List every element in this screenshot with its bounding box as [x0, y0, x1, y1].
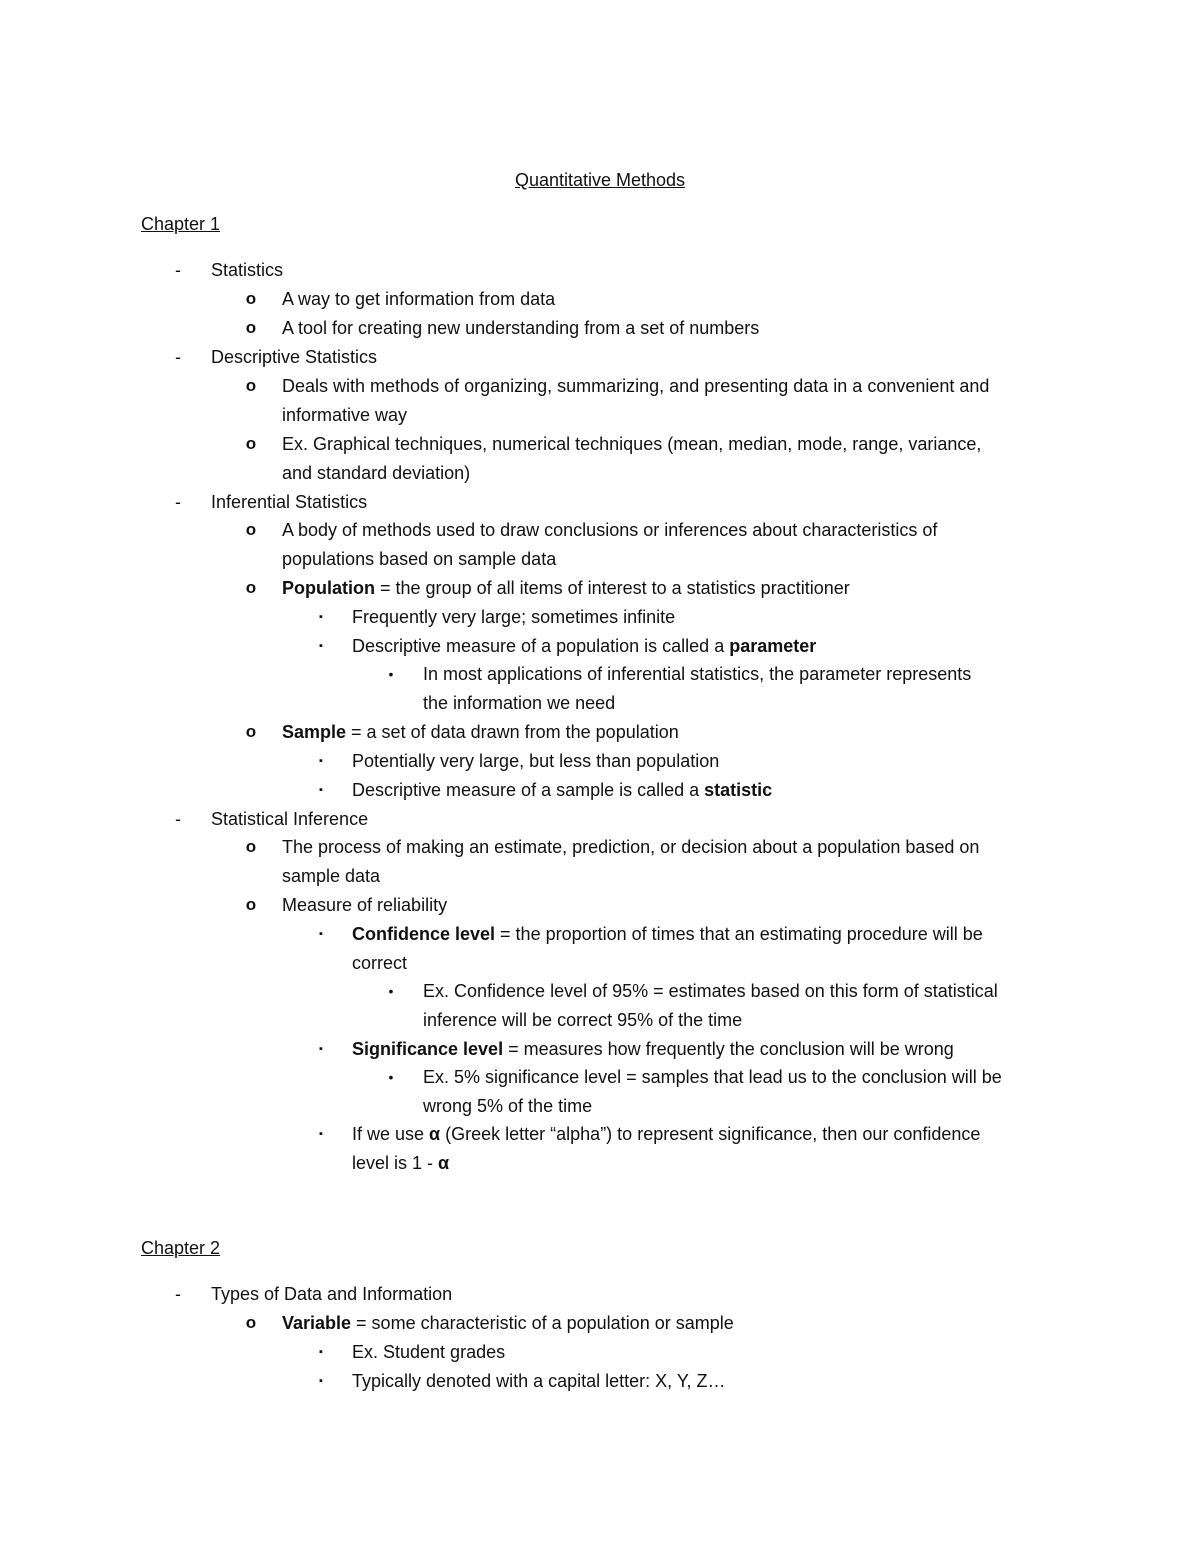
o-marker: o: [245, 376, 257, 395]
list-item-continuation: the information we need: [423, 693, 616, 713]
list-item: Descriptive Statistics: [211, 347, 378, 367]
square-bullet-icon: ▪: [319, 611, 323, 623]
dot-bullet-icon: •: [388, 983, 394, 999]
o-marker: o: [245, 318, 257, 337]
square-bullet-icon: ▪: [319, 1346, 323, 1358]
list-item: Statistics: [211, 260, 284, 280]
list-item-continuation: and standard deviation): [282, 463, 471, 483]
list-item: Deals with methods of organizing, summarizing, and presenting data in a convenient and: [282, 376, 990, 396]
list-item: Population = the group of all items of interest to a statistics practitioner: [282, 578, 850, 598]
chapter-1-heading: Chapter 1: [141, 214, 221, 234]
list-item: Typically denoted with a capital letter: X, Y, Z…: [352, 1371, 726, 1391]
list-item: Potentially very large, but less than population: [352, 751, 720, 771]
list-item-continuation: correct: [352, 953, 408, 973]
dot-bullet-icon: •: [388, 666, 394, 682]
list-item: Types of Data and Information: [211, 1284, 453, 1304]
list-item: A way to get information from data: [282, 289, 556, 309]
list-item: Sample = a set of data drawn from the population: [282, 722, 679, 742]
dash-marker: -: [175, 1284, 181, 1304]
o-marker: o: [245, 434, 257, 453]
list-item-continuation: inference will be correct 95% of the time: [423, 1010, 743, 1030]
list-item: Descriptive measure of a population is called a parameter: [352, 636, 817, 656]
list-item: Ex. 5% significance level = samples that lead us to the conclusion will be: [423, 1067, 1002, 1087]
square-bullet-icon: ▪: [319, 755, 323, 767]
list-item: Measure of reliability: [282, 895, 448, 915]
dash-marker: -: [175, 347, 181, 367]
list-item-continuation: wrong 5% of the time: [423, 1096, 593, 1116]
list-item: A body of methods used to draw conclusions or inferences about characteristics of: [282, 520, 938, 540]
list-item: Variable = some characteristic of a population or sample: [282, 1313, 734, 1333]
o-marker: o: [245, 722, 257, 741]
list-item: Confidence level = the proportion of times that an estimating procedure will be: [352, 924, 983, 944]
o-marker: o: [245, 837, 257, 856]
list-item: Statistical Inference: [211, 809, 369, 829]
dot-bullet-icon: •: [388, 1069, 394, 1085]
square-bullet-icon: ▪: [319, 1043, 323, 1055]
list-item: Ex. Student grades: [352, 1342, 506, 1362]
square-bullet-icon: ▪: [319, 1128, 323, 1140]
list-item: Inferential Statistics: [211, 492, 368, 512]
list-item: Ex. Graphical techniques, numerical techniques (mean, median, mode, range, variance,: [282, 434, 982, 454]
list-item-continuation: informative way: [282, 405, 408, 425]
list-item: Significance level = measures how frequently the conclusion will be wrong: [352, 1039, 954, 1059]
square-bullet-icon: ▪: [319, 1375, 323, 1387]
o-marker: o: [245, 1313, 257, 1332]
chapter-2-heading: Chapter 2: [141, 1238, 221, 1258]
o-marker: o: [245, 289, 257, 308]
list-item-continuation: sample data: [282, 866, 381, 886]
list-item: In most applications of inferential statistics, the parameter represents: [423, 664, 972, 684]
square-bullet-icon: ▪: [319, 784, 323, 796]
square-bullet-icon: ▪: [319, 640, 323, 652]
o-marker: o: [245, 578, 257, 597]
list-item: If we use α (Greek letter “alpha”) to represent significance, then our confidence: [352, 1124, 981, 1144]
dash-marker: -: [175, 260, 181, 280]
list-item: The process of making an estimate, prediction, or decision about a population based on: [282, 837, 980, 857]
list-item-continuation: level is 1 - α: [352, 1153, 450, 1173]
o-marker: o: [245, 895, 257, 914]
list-item: Ex. Confidence level of 95% = estimates based on this form of statistical: [423, 981, 998, 1001]
list-item: Frequently very large; sometimes infinite: [352, 607, 676, 627]
list-item-continuation: populations based on sample data: [282, 549, 557, 569]
list-item: A tool for creating new understanding from a set of numbers: [282, 318, 760, 338]
list-item: Descriptive measure of a sample is called a statistic: [352, 780, 773, 800]
dash-marker: -: [175, 492, 181, 512]
document-title: Quantitative Methods: [514, 170, 686, 190]
o-marker: o: [245, 520, 257, 539]
square-bullet-icon: ▪: [319, 928, 323, 940]
dash-marker: -: [175, 809, 181, 829]
